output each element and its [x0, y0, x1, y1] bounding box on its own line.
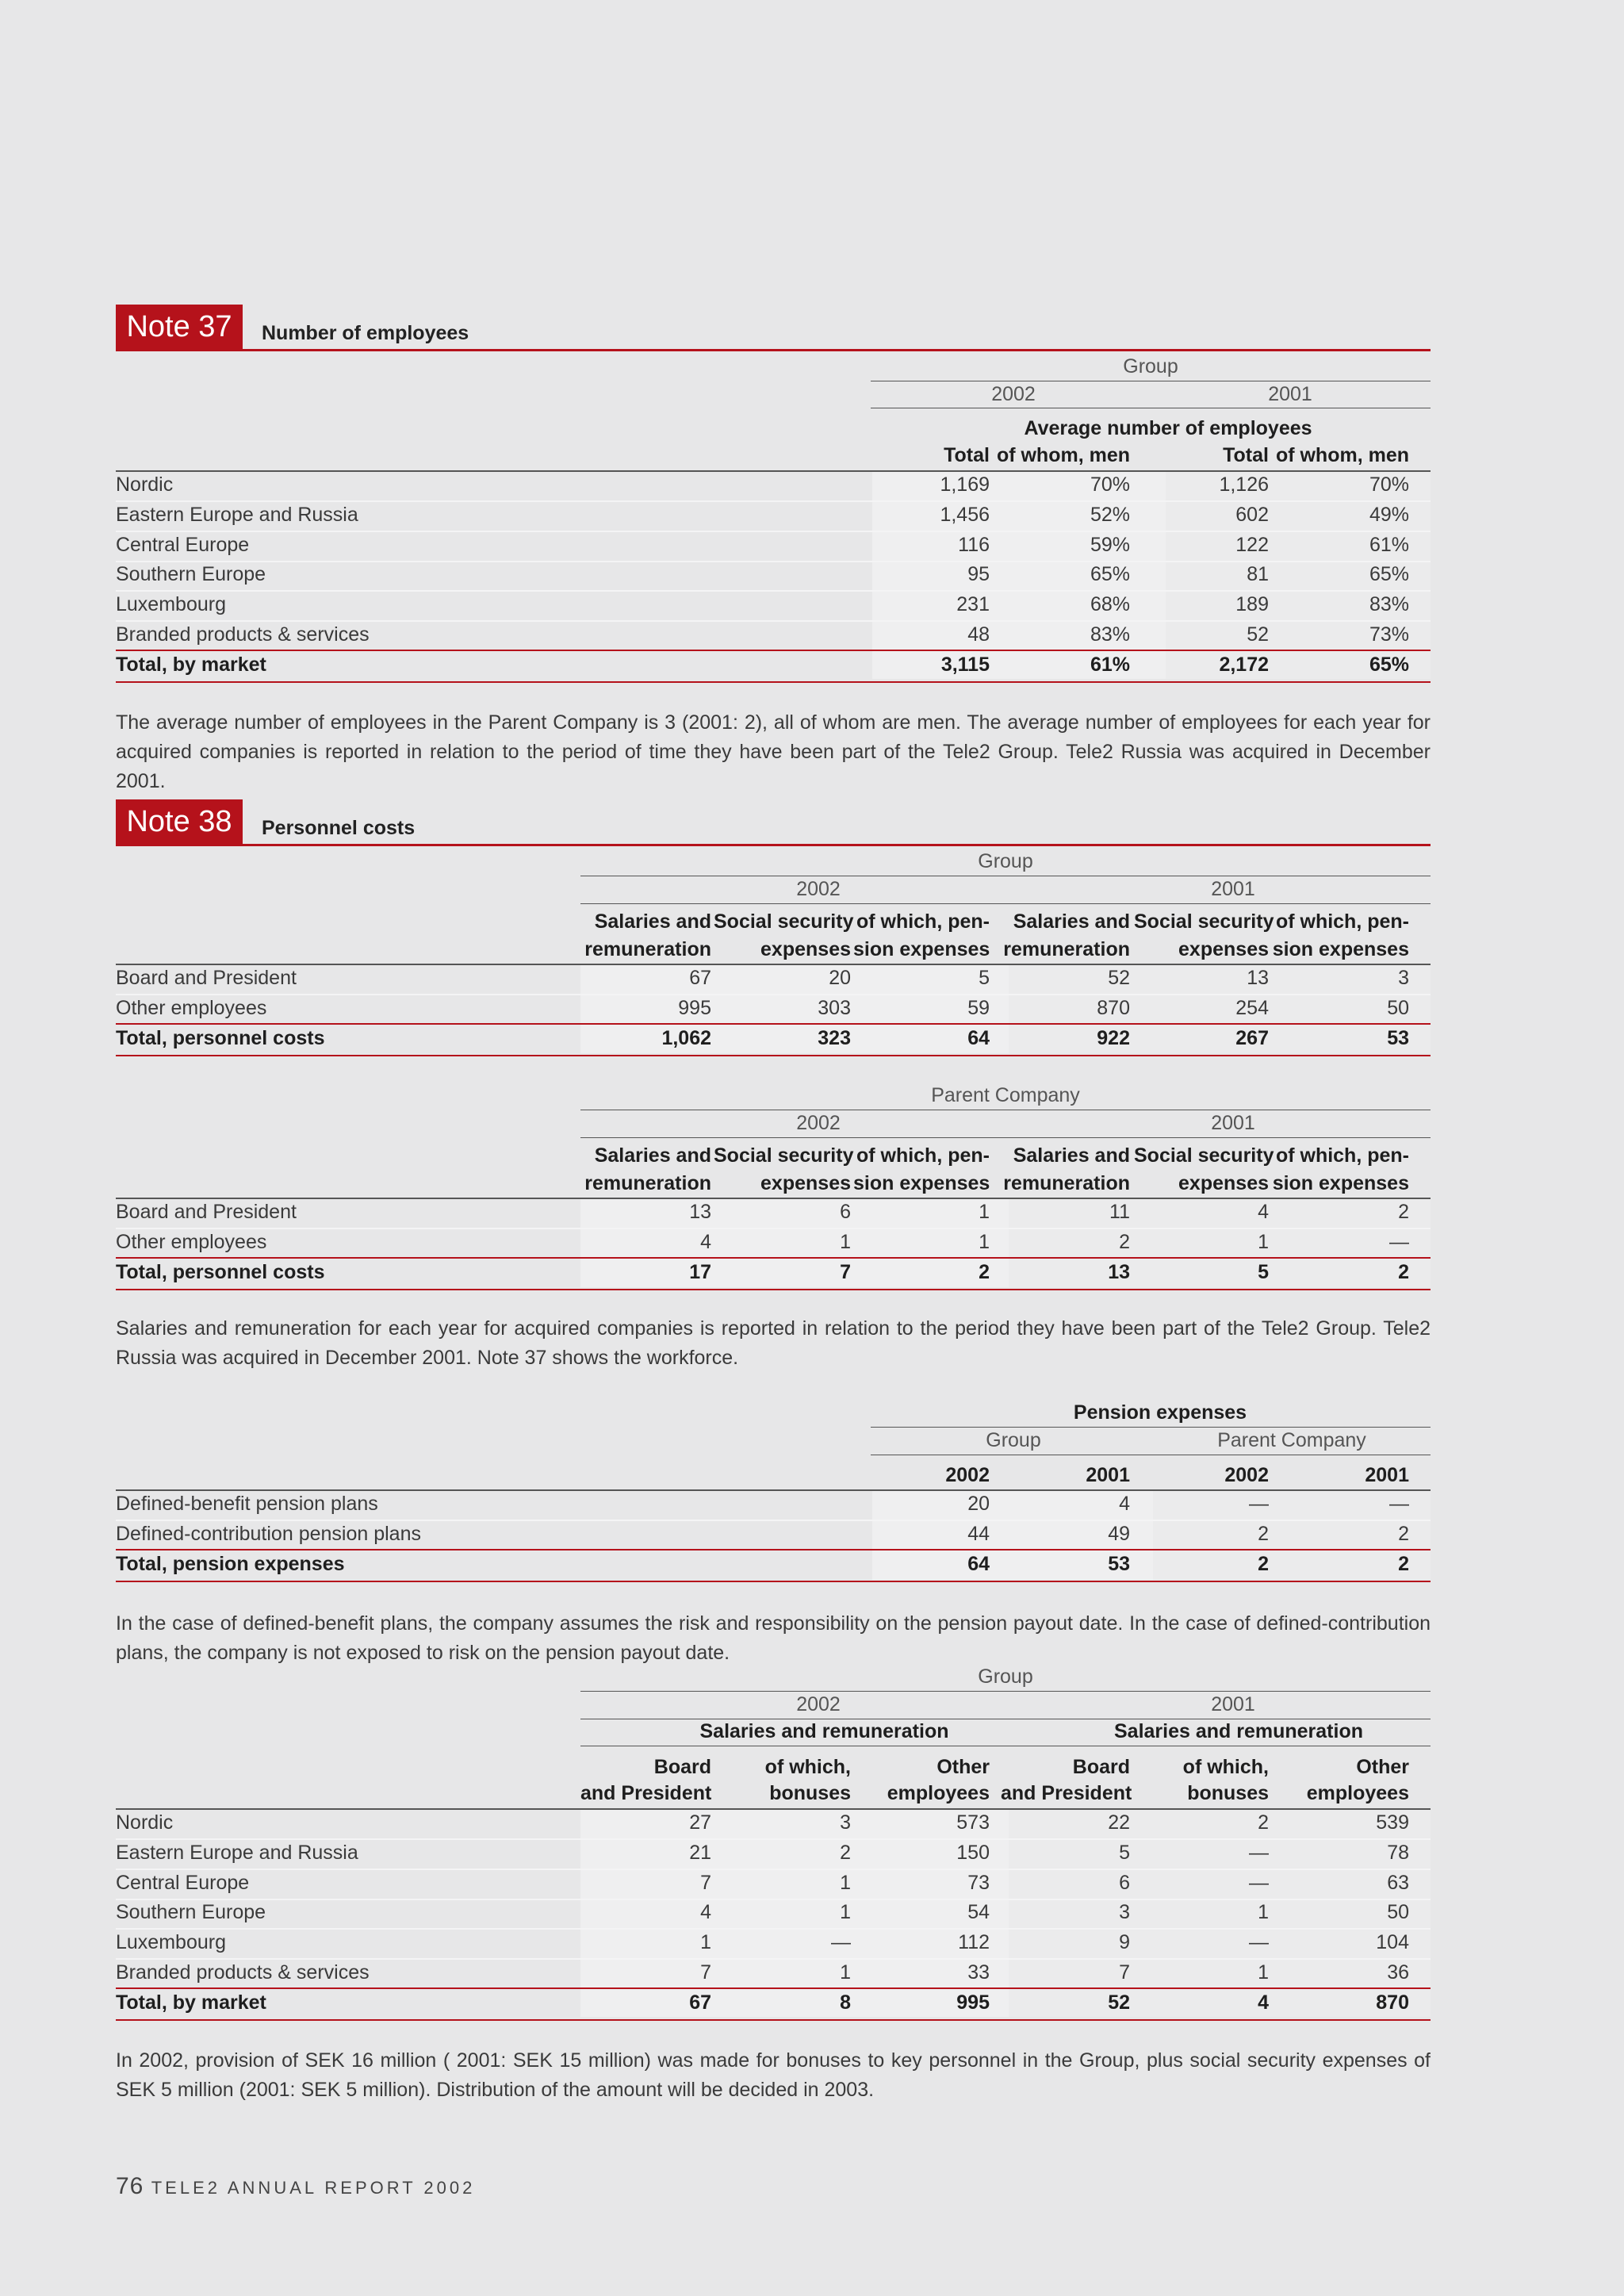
- table-header: Parent Company: [931, 1084, 1080, 1106]
- total-label: Total, personnel costs: [116, 1026, 325, 1049]
- table-cell: —: [1249, 1841, 1269, 1864]
- table-cell: 13: [689, 1201, 711, 1223]
- total-cell: 323: [818, 1026, 851, 1049]
- subheader: Average number of employees: [1024, 417, 1312, 439]
- col-header: remuneration: [584, 1172, 711, 1194]
- table-cell: 49: [1108, 1522, 1130, 1545]
- table-cell: 52: [1108, 967, 1130, 989]
- col-header: and President: [580, 1782, 712, 1804]
- table-cell: 254: [1235, 996, 1269, 1019]
- row-label: Southern Europe: [116, 1901, 266, 1924]
- table-cell: 995: [678, 996, 711, 1019]
- col-header: expenses: [760, 1172, 851, 1194]
- row-separator: [116, 1928, 1431, 1930]
- table-cell: 20: [829, 967, 851, 989]
- total-cell: 995: [956, 1991, 990, 2014]
- table-cell: 68%: [1090, 593, 1130, 616]
- table-cell: 150: [956, 1841, 990, 1864]
- total-label: Total, pension expenses: [116, 1552, 345, 1575]
- col-header: remuneration: [1003, 938, 1130, 960]
- col-header: Social security: [714, 910, 854, 933]
- table-cell: 2: [840, 1841, 851, 1864]
- row-label: Defined-benefit pension plans: [116, 1493, 378, 1515]
- divider: [580, 903, 1431, 904]
- table-cell: 70%: [1369, 473, 1409, 496]
- table-cell: 73%: [1369, 623, 1409, 646]
- total-rule: [116, 2019, 1431, 2021]
- total-cell: 3,115: [940, 653, 990, 676]
- total-cell: 2: [1398, 1552, 1409, 1575]
- row-label: Branded products & services: [116, 623, 370, 646]
- table-cell: 4: [1258, 1201, 1269, 1223]
- table-cell: 870: [1097, 996, 1130, 1019]
- col-header: of which,: [1182, 1756, 1269, 1778]
- total-cell: 52: [1108, 1991, 1130, 2014]
- table-cell: 3: [1119, 1901, 1130, 1924]
- note38-header: [116, 799, 1431, 846]
- row-separator: [116, 1228, 1431, 1229]
- row-separator: [116, 1869, 1431, 1870]
- total-rule: [116, 681, 1431, 683]
- col-header: employees: [887, 1782, 990, 1804]
- total-cell: 2: [1398, 1260, 1409, 1283]
- table-cell: 112: [958, 1931, 990, 1954]
- table-cell: 539: [1376, 1811, 1409, 1834]
- col-header: Salaries and: [1013, 910, 1130, 933]
- year-header: 2001: [1268, 383, 1312, 405]
- table-cell: 67: [689, 967, 711, 989]
- table-cell: 104: [1376, 1931, 1409, 1954]
- table-cell: 1,169: [940, 473, 990, 496]
- table-cell: —: [1249, 1871, 1269, 1894]
- row-separator: [116, 531, 1431, 532]
- table-cell: 7: [700, 1961, 711, 1984]
- col-header: of which,: [764, 1756, 851, 1778]
- col-header: expenses: [1178, 938, 1269, 960]
- table-cell: 1: [1258, 1230, 1269, 1253]
- table-cell: —: [1249, 1493, 1269, 1515]
- row-separator: [116, 561, 1431, 562]
- table-cell: 189: [1235, 593, 1269, 616]
- table-cell: —: [1249, 1931, 1269, 1954]
- divider: [116, 470, 1431, 472]
- table-cell: 1: [1258, 1961, 1269, 1984]
- year-header: 2001: [1365, 1464, 1409, 1486]
- total-label: Total, by market: [116, 653, 266, 676]
- total-rule: [116, 650, 1431, 651]
- row-label: Branded products & services: [116, 1961, 370, 1984]
- table-cell: 2: [1398, 1201, 1409, 1223]
- table-cell: 59: [967, 996, 990, 1019]
- total-cell: 64: [967, 1026, 990, 1049]
- table-cell: 2: [1398, 1522, 1409, 1545]
- total-rule: [116, 1055, 1431, 1056]
- divider: [116, 1198, 1431, 1199]
- group-header: Group: [1123, 355, 1178, 378]
- table-cell: 1: [840, 1901, 851, 1924]
- row-separator: [116, 1958, 1431, 1960]
- footer-title: TELE2 ANNUAL REPORT 2002: [151, 2178, 476, 2198]
- year-header: 2002: [796, 1693, 841, 1715]
- table-cell: 52%: [1090, 503, 1130, 526]
- table-cell: 4: [1119, 1493, 1130, 1515]
- col-header: of which, pen-: [856, 910, 990, 933]
- row-label: Central Europe: [116, 533, 250, 556]
- page-number: 76: [116, 2173, 144, 2199]
- table-cell: 49%: [1369, 503, 1409, 526]
- note-title: Number of employees: [262, 322, 469, 344]
- divider: [580, 1691, 1431, 1692]
- table-cell: 9: [1119, 1931, 1130, 1954]
- table-cell: 54: [967, 1901, 990, 1924]
- row-label: Board and President: [116, 1201, 297, 1223]
- total-cell: 17: [689, 1260, 711, 1283]
- table-cell: 36: [1387, 1961, 1409, 1984]
- row-separator: [116, 1899, 1431, 1900]
- pension-parent-header: Parent Company: [1217, 1429, 1366, 1451]
- note37-header: [116, 305, 1431, 351]
- table-cell: 4: [700, 1901, 711, 1924]
- row-separator: [116, 1838, 1431, 1840]
- row-label: Southern Europe: [116, 563, 266, 586]
- col-header-total: Total: [944, 444, 990, 466]
- table-cell: 3: [840, 1811, 851, 1834]
- col-header: Salaries and: [594, 910, 711, 933]
- total-cell: 922: [1097, 1026, 1130, 1049]
- table-cell: 4: [700, 1230, 711, 1253]
- total-cell: 61%: [1090, 653, 1130, 676]
- table-cell: 13: [1247, 967, 1269, 989]
- col-header: Salaries and: [594, 1144, 711, 1167]
- year-header: 2001: [1211, 1693, 1255, 1715]
- table-cell: 21: [689, 1841, 711, 1864]
- col-header: of which, pen-: [1275, 1144, 1409, 1167]
- table-cell: 83%: [1369, 593, 1409, 616]
- col-header: sion expenses: [1272, 1172, 1409, 1194]
- col-header: Board: [1072, 1756, 1130, 1778]
- total-rule: [116, 1987, 1431, 1989]
- total-rule: [116, 1023, 1431, 1025]
- table-cell: 2: [1258, 1522, 1269, 1545]
- col-header: Board: [653, 1756, 711, 1778]
- col-header: Social security: [1134, 1144, 1274, 1167]
- col-header: sion expenses: [1272, 938, 1409, 960]
- total-cell: 13: [1108, 1260, 1130, 1283]
- table-cell: 1: [1258, 1901, 1269, 1924]
- table-cell: 573: [956, 1811, 990, 1834]
- total-cell: 267: [1235, 1026, 1269, 1049]
- divider: [580, 1137, 1431, 1138]
- col-header: employees: [1306, 1782, 1409, 1804]
- year-header: 2002: [991, 383, 1036, 405]
- total-label: Total, personnel costs: [116, 1260, 325, 1283]
- row-separator: [116, 590, 1431, 592]
- table-cell: 65%: [1369, 563, 1409, 586]
- col-header: remuneration: [1003, 1172, 1130, 1194]
- table-cell: 59%: [1090, 533, 1130, 556]
- col-header: Other: [1356, 1756, 1409, 1778]
- table-cell: 1: [700, 1931, 711, 1954]
- total-cell: 1,062: [661, 1026, 711, 1049]
- pension-title: Pension expenses: [1073, 1401, 1247, 1424]
- table-cell: —: [831, 1931, 851, 1954]
- total-cell: 67: [689, 1991, 711, 2014]
- total-cell: 2,172: [1219, 653, 1269, 676]
- row-separator: [116, 1520, 1431, 1521]
- table-cell: 1: [840, 1961, 851, 1984]
- table-cell: 7: [700, 1871, 711, 1894]
- year-header: 2001: [1211, 1112, 1255, 1134]
- total-cell: 64: [967, 1552, 990, 1575]
- row-label: Nordic: [116, 473, 174, 496]
- table-cell: 70%: [1090, 473, 1130, 496]
- col-header: of which, pen-: [1275, 910, 1409, 933]
- col-header: and President: [1001, 1782, 1132, 1804]
- row-separator: [116, 620, 1431, 622]
- table-header: Group: [978, 1665, 1033, 1688]
- table-cell: 1,456: [940, 503, 990, 526]
- col-header: Social security: [1134, 910, 1274, 933]
- table-cell: 78: [1387, 1841, 1409, 1864]
- table-cell: —: [1389, 1493, 1409, 1515]
- table-cell: 6: [1119, 1871, 1130, 1894]
- divider: [116, 1808, 1431, 1810]
- col-header: Salaries and: [1013, 1144, 1130, 1167]
- col-header: sion expenses: [853, 938, 990, 960]
- col-header: remuneration: [584, 938, 711, 960]
- year-header: 2001: [1086, 1464, 1130, 1486]
- table-cell: 22: [1108, 1811, 1130, 1834]
- table-cell: 52: [1247, 623, 1269, 646]
- subheader: Salaries and remuneration: [1113, 1720, 1363, 1742]
- total-cell: 2: [979, 1260, 990, 1283]
- row-label: Other employees: [116, 1230, 267, 1253]
- col-header-men: of whom, men: [996, 444, 1130, 466]
- total-cell: 8: [840, 1991, 851, 2014]
- row-label: Defined-contribution pension plans: [116, 1522, 421, 1545]
- col-header: sion expenses: [853, 1172, 990, 1194]
- table-cell: 65%: [1090, 563, 1130, 586]
- table-cell: 2: [1258, 1811, 1269, 1834]
- note-badge: Note 38: [116, 799, 243, 844]
- note-title: Personnel costs: [262, 817, 416, 839]
- row-separator: [116, 994, 1431, 995]
- total-cell: 4: [1258, 1991, 1269, 2014]
- table-cell: 3: [1398, 967, 1409, 989]
- row-label: Other employees: [116, 996, 267, 1019]
- page-footer: [116, 2173, 475, 2200]
- row-label: Eastern Europe and Russia: [116, 1841, 358, 1864]
- note-badge: Note 37: [116, 305, 243, 349]
- table-cell: 44: [967, 1522, 990, 1545]
- table-cell: 63: [1387, 1871, 1409, 1894]
- total-rule: [116, 1289, 1431, 1290]
- note38-paragraph-2: In the case of defined-benefit plans, the company assumes the risk and responsibility on the pension payout date. In the case of defined-contribution plans, the company is not exposed to risk on the pension payout date.: [116, 1612, 1431, 1664]
- year-header: 2002: [1224, 1464, 1269, 1486]
- note38-paragraph-1: Salaries and remuneration for each year for acquired companies is reported in relation to the period they have been part of the Tele2 Group. Tele2 Russia was acquired in December 2001. Note 37 shows the workforce.: [116, 1317, 1431, 1369]
- year-header: 2002: [796, 1112, 841, 1134]
- table-cell: 231: [956, 593, 990, 616]
- row-separator: [116, 500, 1431, 502]
- col-header: bonuses: [769, 1782, 851, 1804]
- note38-paragraph-3: In 2002, provision of SEK 16 million ( 2001: SEK 15 million) was made for bonuses to key personnel in the Group, plus social security expenses of SEK 5 million (2001: SEK 5 million). Distribution of the amount will be decided in 2003.: [116, 2049, 1431, 2101]
- col-header: expenses: [760, 938, 851, 960]
- table-cell: 5: [979, 967, 990, 989]
- total-cell: 5: [1258, 1260, 1269, 1283]
- divider: [116, 1489, 1431, 1491]
- table-cell: 33: [967, 1961, 990, 1984]
- table-cell: 303: [818, 996, 851, 1019]
- row-label: Luxembourg: [116, 1931, 226, 1954]
- table-cell: 7: [1119, 1961, 1130, 1984]
- total-cell: 7: [840, 1260, 851, 1283]
- table-cell: 61%: [1369, 533, 1409, 556]
- row-label: Luxembourg: [116, 593, 226, 616]
- total-cell: 53: [1108, 1552, 1130, 1575]
- pension-group-header: Group: [986, 1429, 1041, 1451]
- total-cell: 53: [1387, 1026, 1409, 1049]
- table-cell: 50: [1387, 1901, 1409, 1924]
- col-header: expenses: [1178, 1172, 1269, 1194]
- table-cell: 5: [1119, 1841, 1130, 1864]
- year-header: 2002: [945, 1464, 990, 1486]
- col-header-men: of whom, men: [1275, 444, 1409, 466]
- table-cell: 116: [958, 533, 990, 556]
- table-cell: 95: [967, 563, 990, 586]
- table-cell: 6: [840, 1201, 851, 1223]
- table-cell: 27: [689, 1811, 711, 1834]
- table-cell: 1: [840, 1230, 851, 1253]
- table-cell: 50: [1387, 996, 1409, 1019]
- table-cell: 1: [840, 1871, 851, 1894]
- table-cell: 81: [1247, 563, 1269, 586]
- table-cell: —: [1389, 1230, 1409, 1253]
- row-label: Nordic: [116, 1811, 174, 1834]
- total-label: Total, by market: [116, 1991, 266, 2014]
- col-header: bonuses: [1187, 1782, 1269, 1804]
- table-header: Group: [978, 850, 1033, 872]
- note37-paragraph: The average number of employees in the Parent Company is 3 (2001: 2), all of whom are men. The average number of employees for each year for acquired companies is reported in relation to the period of time they have been part of the Tele2 Group. Tele2 Russia was acquired in December 2001.: [116, 711, 1431, 792]
- table-cell: 73: [967, 1871, 990, 1894]
- divider: [116, 964, 1431, 965]
- col-header: Social security: [714, 1144, 854, 1167]
- col-header-total: Total: [1223, 444, 1269, 466]
- table-cell: 1,126: [1219, 473, 1269, 496]
- table-cell: 1: [979, 1201, 990, 1223]
- year-header: 2002: [796, 878, 841, 900]
- table-cell: 48: [967, 623, 990, 646]
- total-cell: 65%: [1369, 653, 1409, 676]
- table-cell: 602: [1235, 503, 1269, 526]
- row-label: Eastern Europe and Russia: [116, 503, 358, 526]
- subheader: Salaries and remuneration: [699, 1720, 949, 1742]
- col-header: Other: [936, 1756, 990, 1778]
- divider: [871, 1427, 1431, 1428]
- col-header: of which, pen-: [856, 1144, 990, 1167]
- table-cell: 11: [1109, 1201, 1130, 1223]
- year-header: 2001: [1211, 878, 1255, 900]
- row-label: Board and President: [116, 967, 297, 989]
- total-cell: 2: [1258, 1552, 1269, 1575]
- table-cell: 122: [1235, 533, 1269, 556]
- table-cell: 2: [1119, 1230, 1130, 1253]
- table-cell: 1: [979, 1230, 990, 1253]
- table-cell: 83%: [1090, 623, 1130, 646]
- table-cell: 20: [967, 1493, 990, 1515]
- total-rule: [116, 1257, 1431, 1259]
- total-rule: [116, 1581, 1431, 1582]
- row-label: Central Europe: [116, 1871, 250, 1894]
- total-rule: [116, 1549, 1431, 1550]
- total-cell: 870: [1376, 1991, 1409, 2014]
